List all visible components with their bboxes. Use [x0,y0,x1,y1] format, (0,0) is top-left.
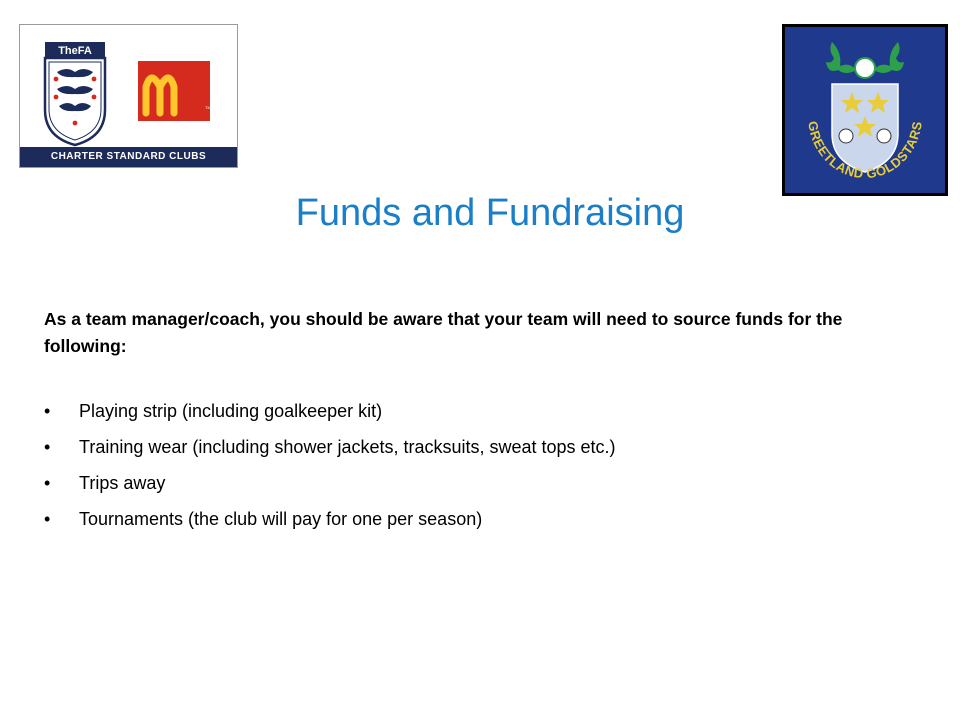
fa-crest-and-mcdonalds-logo [20,25,237,147]
fa-text: TheFA [58,45,92,57]
list-item [44,473,924,509]
slide-title: Funds and Fundraising [295,192,685,234]
bullet-glyph: • [44,509,51,529]
intro-paragraph: As a team manager/coach, you should be aware that your team will need to source funds for the following: [44,309,843,356]
crest-ring-text: GREETLAND GOLDSTARS [805,119,925,182]
list-item-text: Playing strip (including goalkeeper kit) [79,401,383,421]
funding-list [44,401,924,545]
bullet-glyph: • [44,401,51,421]
greetland-goldstars-crest [782,24,948,196]
list-item [44,437,924,473]
charter-standard-strip: CHARTER STANDARD CLUBS [20,147,237,167]
list-item [44,509,924,545]
bullet-glyph: • [44,437,51,457]
bullet-glyph: • [44,473,51,493]
list-item [44,401,924,437]
mcdonalds-tm: TM [205,105,211,110]
list-item-text: Tournaments (the club will pay for one per season) [79,509,483,529]
fa-charter-standard-logo [19,24,238,168]
list-item-text: Training wear (including shower jackets, tracksuits, sweat tops etc.) [79,437,616,457]
list-item-text: Trips away [79,473,166,493]
club-crest-graphic [782,24,948,196]
